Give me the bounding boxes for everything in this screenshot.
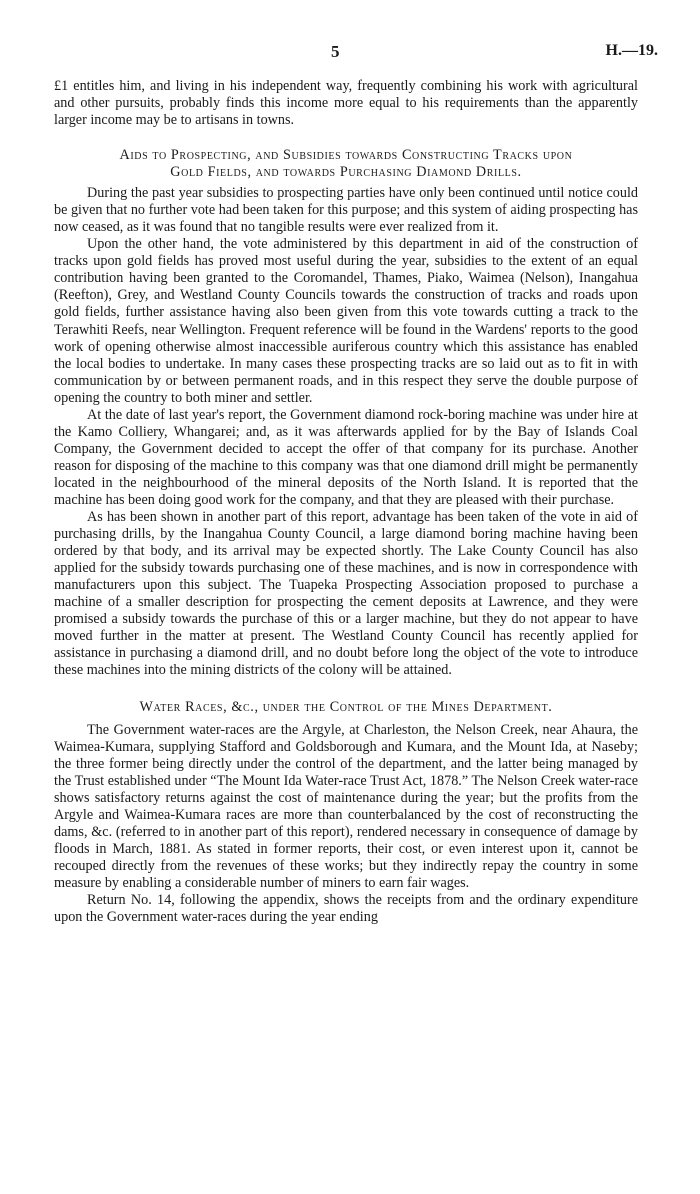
page-number: 5 — [331, 42, 340, 61]
page-body — [54, 78, 638, 926]
paragraph: During the past year subsidies to prospecting parties have only been continued until notice could be given that no further vote had been taken for this purpose; and this system of aiding prospecting has now ceased, as it was found that no tangible results were ever realized from it. — [54, 185, 638, 236]
paragraph: The Government water-races are the Argyle, at Charleston, the Nelson Creek, near Ahaura, the Waimea-Kumara, supplying Stafford and Goldsborough and Kumara, and the Mount Ida, at Naseby; the three former being directly under the control of the department, and the latter being managed by the Trust established under “The Mount Ida Water-race Trust Act, 1878.” The Nelson Creek water-race shows satisfactory returns against the cost of maintenance during the year; but the profits from the Argyle and Waimea-Kumara races are more than counterbalanced by the cost of reconstructing the dams, &c. (referred to in another part of this report), rendered necessary in consequence of damage by floods in March, 1881. As stated in former reports, their cost, or even interest upon it, cannot be recouped directly from the revenues of these works; but they indirectly repay the country in some measure by enabling a considerable number of miners to earn fair wages. — [54, 721, 638, 891]
heading-line: Aids to Prospecting, and Subsidies towards Constructing Tracks upon — [119, 147, 573, 164]
section-heading-aids — [54, 147, 638, 181]
paragraph: At the date of last year's report, the Government diamond rock-boring machine was under hire at the Kamo Colliery, Whangarei; and, as it was afterwards applied for by the Bay of Islands Coal Company, the Government decided to accept the offer of that company for its purchase. Another reason for disposing of the machine to this company was that one diamond drill might be permanently located in the neighbourhood of the mineral deposits of the North Island. It is reported that the machine has been doing good work for the company, and that they are pleased with their purchase. — [54, 406, 638, 508]
heading-line: Water Races, &c., under the Control of the Mines Department. — [139, 698, 553, 715]
paragraph: Upon the other hand, the vote administered by this department in aid of the construction of tracks upon gold fields has proved most useful during the year, subsidies to the extent of an equal contribution having been granted to the Coromandel, Thames, Piako, Waimea (Nelson), Inangahua (Reefton), Grey, and Westland County Councils towards the construction of tracks and roads upon gold fields, further assistance having also been given from this vote towards cutting a track to the Terawhiti Reefs, near Wellington. Frequent reference will be found in the Wardens' reports to the good work of opening otherwise almost inaccessible auriferous country which this assistance has enabled the local bodies to undertake. In many cases these prospecting tracks are so laid out as to fit in with communication by or between permanent roads, and in this respect they serve the double purpose of opening the country to both miner and settler. — [54, 236, 638, 406]
page-header — [0, 42, 700, 62]
section-heading-water-races — [54, 699, 638, 716]
paragraph: As has been shown in another part of this report, advantage has been taken of the vote in aid of purchasing drills, by the Inangahua County Council, a large diamond boring machine having been ordered by that body, and its arrival may be expected shortly. The Lake County Council has also applied for the subsidy towards purchasing one of these machines, and is now in correspondence with manufacturers upon this subject. The Tuapeka Prospecting Association proposed to purchase a machine of a smaller description for prospecting the cement deposits at Lawrence, and they were promised a subsidy towards the purchase of this or a larger machine, but they do not appear to have moved further in the matter at present. The Westland County Council has recently applied for assistance in purchasing a diamond drill, and no doubt before long the object of the vote to introduce these machines into the mining districts of the colony will be attained. — [54, 509, 638, 679]
heading-line: Gold Fields, and towards Purchasing Diamond Drills. — [170, 164, 522, 181]
intro-paragraph: £1 entitles him, and living in his independent way, frequently combining his work with agricultural and other pursuits, probably finds this income more equal to his requirements than the apparently larger income may be to artisans in towns. — [54, 78, 638, 129]
document-reference: H.—19. — [605, 42, 658, 59]
paragraph: Return No. 14, following the appendix, shows the receipts from and the ordinary expenditure upon the Government water-races during the year ending — [54, 891, 638, 926]
